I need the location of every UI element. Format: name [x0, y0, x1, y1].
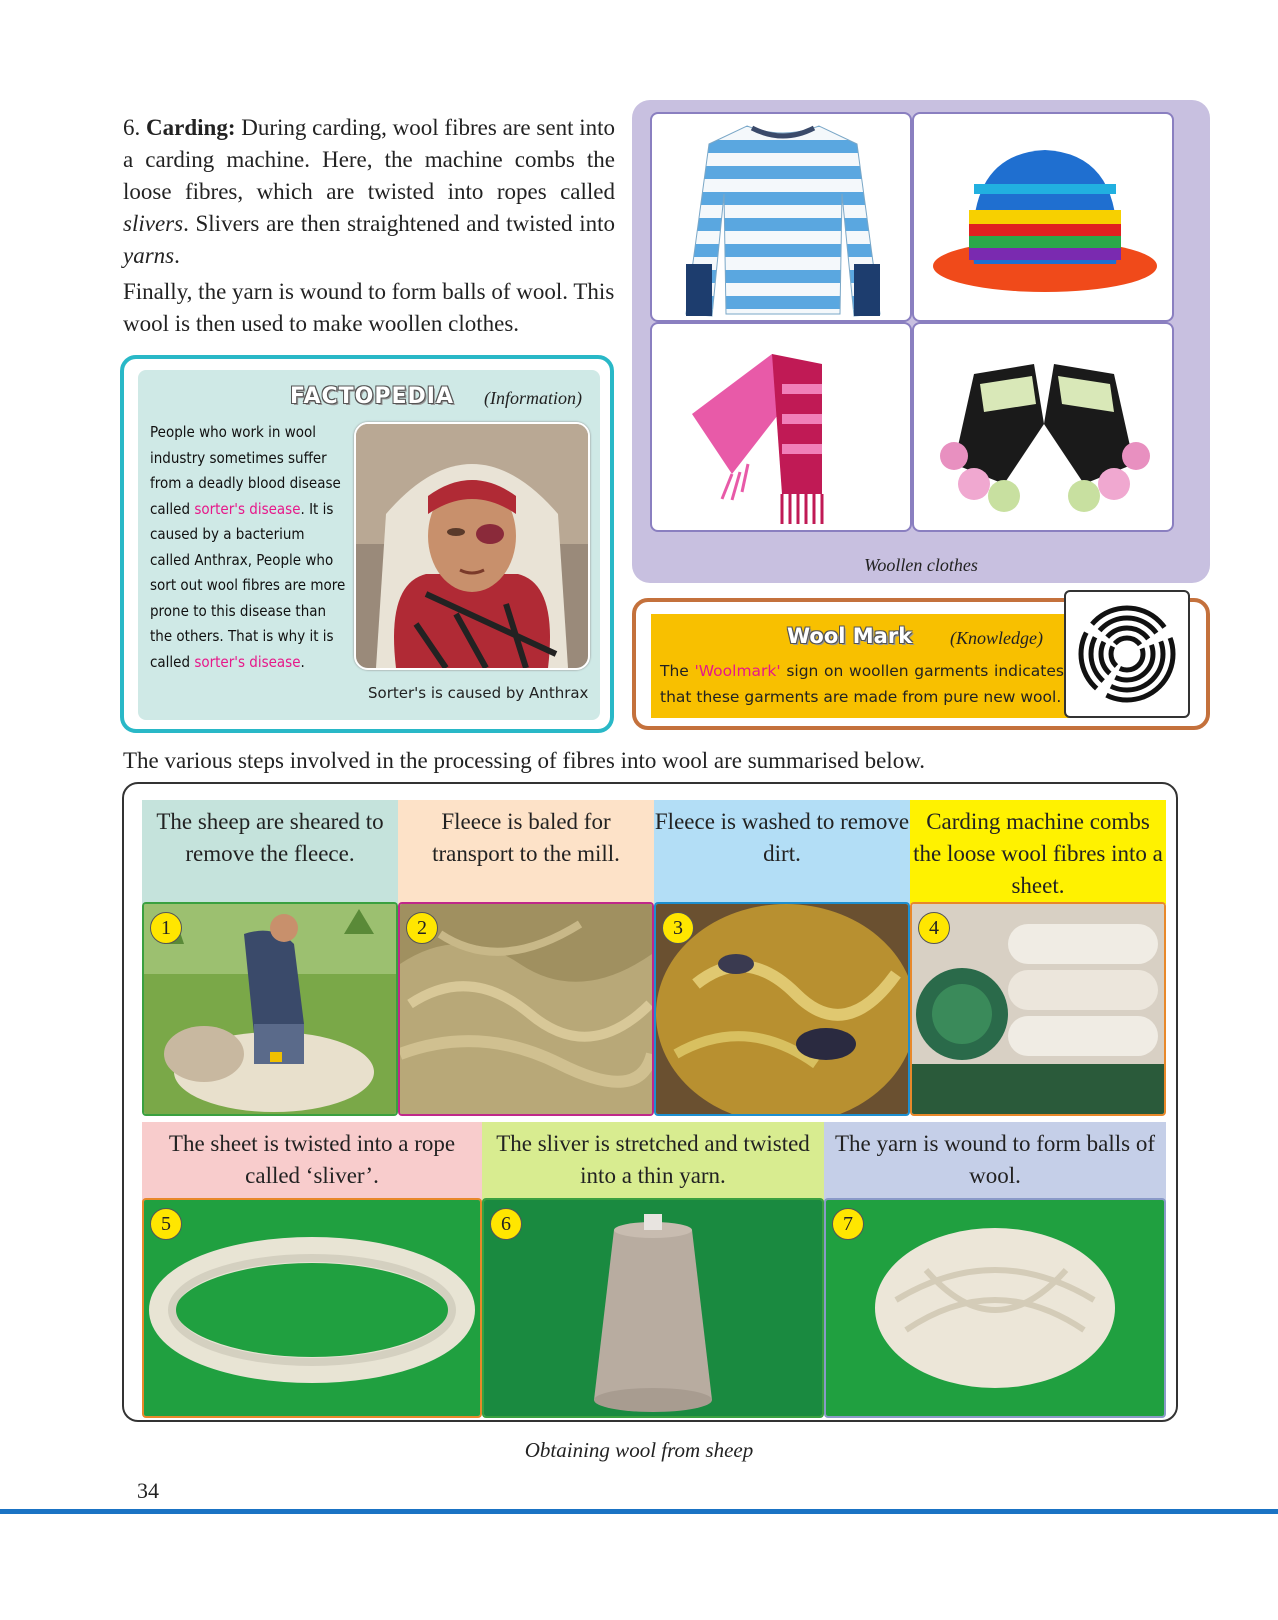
factopedia-text: People who work in wool industry sometimes suffer from a deadly blood disease called sorter's disease. It is caused by a bacterium called Anthrax, People who sort out wool fibres are more prone to this disease than the others. That is why it is called sorter's disease. — [150, 423, 346, 671]
step-1-photo — [142, 902, 398, 1116]
woolmark-highlight: 'Woolmark' — [694, 662, 781, 680]
woollen-clothes-caption: Woollen clothes — [864, 555, 978, 575]
step-3-photo — [654, 902, 910, 1116]
step-1-number: 1 — [150, 912, 182, 944]
step-1-label: The sheep are sheared to remove the fleece. — [142, 800, 398, 904]
scarf-image — [650, 322, 912, 532]
woolmark-tag: (Knowledge) — [950, 628, 1043, 648]
step-6-photo — [482, 1198, 824, 1418]
sorters-disease-photo — [354, 422, 590, 670]
step-5-label: The sheet is twisted into a rope called ‘sliver’. — [142, 1122, 482, 1204]
sorters-disease-highlight: sorter's disease — [194, 499, 301, 518]
carding-paragraph-2: Finally, the yarn is wound to form balls of wool. This wool is then used to make woollen clothes. — [123, 279, 615, 336]
step-7-label: The yarn is wound to form balls of wool. — [824, 1122, 1166, 1204]
factopedia-title: FACTOPEDIA — [290, 384, 455, 409]
step-7-photo — [824, 1198, 1166, 1418]
sorters-disease-highlight-2: sorter's disease — [194, 652, 301, 671]
process-caption: Obtaining wool from sheep — [524, 1438, 754, 1462]
factopedia-tag: (Information) — [484, 388, 582, 408]
hat-image — [912, 112, 1174, 322]
woolmark-text: The 'Woolmark' sign on woollen garments indicates that these garments are made from pure new wool. — [660, 662, 1064, 706]
step-2-number: 2 — [406, 912, 438, 944]
step-6-number: 6 — [490, 1208, 522, 1240]
gloves-image — [912, 322, 1174, 532]
step-4-number: 4 — [918, 912, 950, 944]
factopedia-photo-caption: Sorter's is caused by Anthrax — [368, 684, 589, 702]
step-5-photo — [142, 1198, 482, 1418]
step-3-label: Fleece is washed to remove dirt. — [654, 800, 910, 904]
sweater-image — [650, 112, 912, 322]
page-number: 34 — [137, 1478, 159, 1503]
yarns-term: yarns — [123, 243, 175, 268]
slivers-term: slivers — [123, 211, 184, 236]
step-2-photo — [398, 902, 654, 1116]
woolmark-title: Wool Mark — [787, 624, 913, 648]
carding-term: Carding: — [146, 115, 236, 140]
step-4-label: Carding machine combs the loose wool fibres into a sheet. — [910, 800, 1166, 904]
carding-section — [123, 112, 615, 344]
summary-intro: The various steps involved in the processing of fibres into wool are summarised below. — [123, 748, 926, 773]
step-6-label: The sliver is stretched and twisted into a thin yarn. — [482, 1122, 824, 1204]
footer-rule — [0, 1509, 1278, 1514]
woollen-clothes-panel — [632, 100, 1210, 583]
step-4-photo — [910, 902, 1166, 1116]
step-2-label: Fleece is baled for transport to the mill. — [398, 800, 654, 904]
step-7-number: 7 — [832, 1208, 864, 1240]
step-5-number: 5 — [150, 1208, 182, 1240]
step-3-number: 3 — [662, 912, 694, 944]
woolmark-logo-icon — [1064, 590, 1190, 718]
carding-paragraph: 6. Carding: During carding, wool fibres are sent into a carding machine. Here, the machine combs the loose fibres, which are twisted into ropes called slivers. Slivers are then straightened and twisted into yarns. — [123, 115, 616, 268]
